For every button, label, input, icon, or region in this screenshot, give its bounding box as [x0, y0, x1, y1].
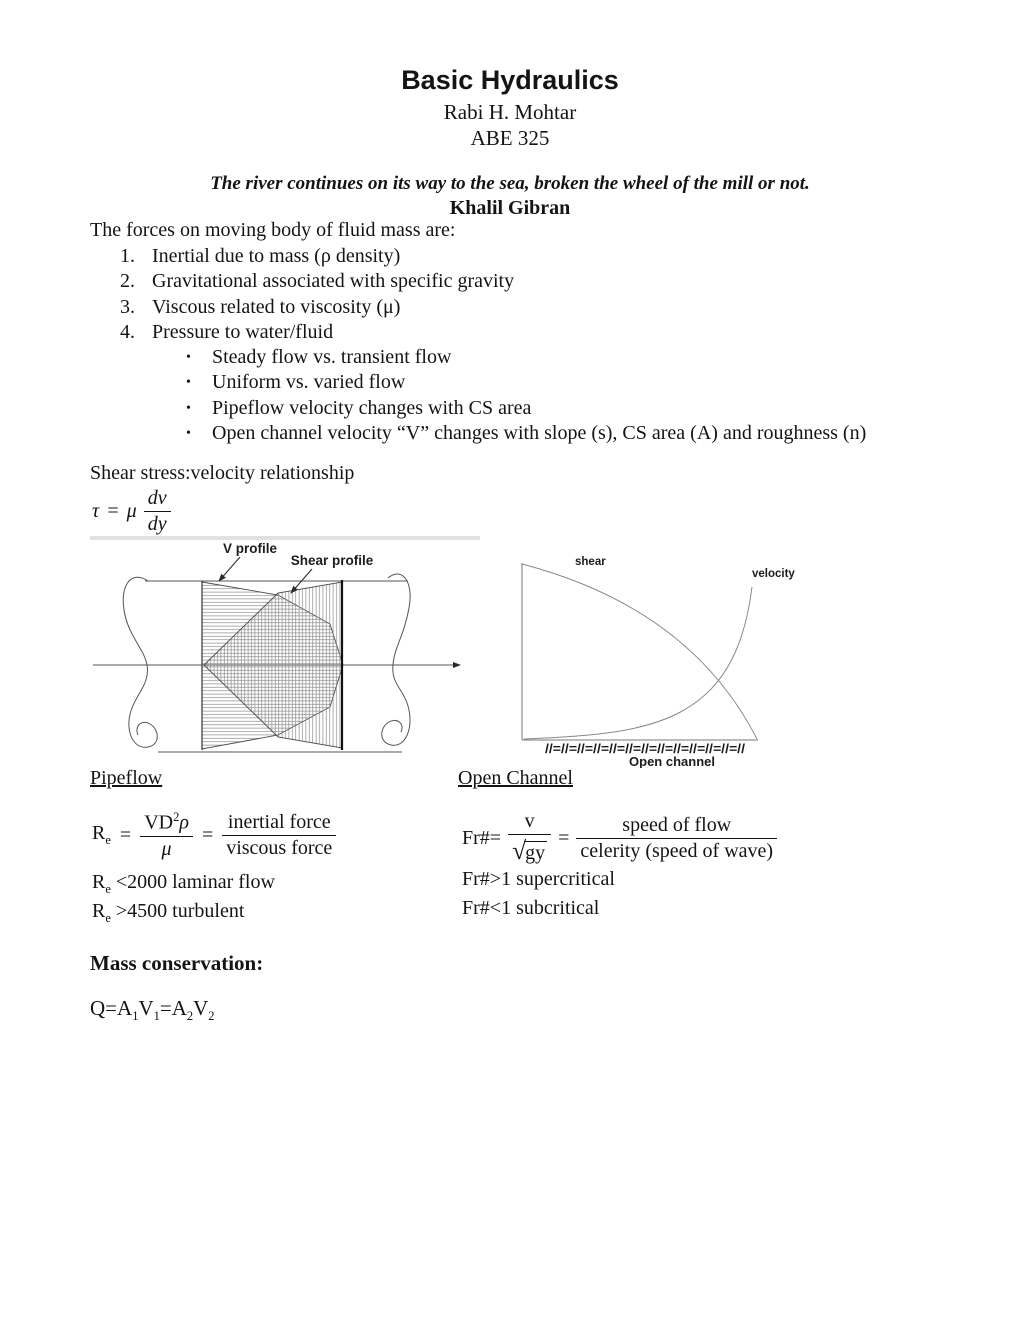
- symbol-base: R: [92, 900, 106, 922]
- bullet-glyph: •: [186, 425, 191, 441]
- equals-sign: =: [119, 823, 132, 846]
- list-item: [120, 269, 514, 294]
- item-text: Gravitational associated with specific gravity: [152, 270, 515, 293]
- shear-curve: [522, 564, 757, 739]
- velocity-curve-label: velocity: [752, 568, 795, 580]
- forces-numbered-list: [120, 244, 514, 345]
- symbol-base: R: [92, 871, 106, 893]
- bullet-text: Pipeflow velocity changes with CS area: [212, 396, 532, 419]
- pipeflow-diagram: [90, 536, 480, 766]
- pipeflow-caption: Pipeflow: [90, 767, 163, 789]
- bullet-text: Uniform vs. varied flow: [212, 371, 406, 394]
- froude-symbol: Fr#=: [462, 826, 502, 849]
- eq-subscript: 1: [153, 1009, 160, 1024]
- laminar-condition: [92, 871, 275, 897]
- reynolds-formula: [92, 810, 336, 861]
- v-profile-leader-arrow: [219, 557, 240, 581]
- fraction-numerator: speed of flow: [576, 814, 777, 839]
- froude-formula: [462, 810, 777, 866]
- speed-ratio-fraction: [576, 814, 777, 863]
- pipe-break-squiggle-right: [382, 574, 410, 745]
- eq-part: V: [138, 996, 154, 1020]
- turbulent-condition: [92, 900, 244, 926]
- rho-symbol: ρ: [179, 811, 189, 834]
- eq-subscript: 1: [132, 1009, 139, 1024]
- item-number: 3.: [120, 295, 135, 318]
- velocity-curve: [524, 587, 752, 739]
- author-line: Rabi H. Mohtar: [443, 100, 577, 124]
- square-root: [512, 836, 547, 865]
- list-item: [186, 421, 866, 446]
- fraction-denominator: dy: [147, 513, 167, 535]
- mass-conservation-heading: Mass conservation:: [90, 951, 264, 975]
- flow-bullet-list: [186, 345, 866, 446]
- symbol-subscript: e: [105, 911, 111, 925]
- list-item: [120, 320, 514, 345]
- equals-sign: =: [201, 823, 214, 846]
- reynolds-symbol: [92, 822, 111, 848]
- shear-curve-label: shear: [575, 556, 606, 568]
- mu-symbol: μ: [126, 500, 137, 522]
- continuity-equation: [90, 996, 215, 1024]
- bullet-glyph: •: [186, 375, 191, 391]
- fraction-numerator: dv: [144, 487, 171, 512]
- eq-part: V: [193, 996, 209, 1020]
- symbol-subscript: e: [105, 833, 111, 848]
- v-profile-label: V profile: [222, 541, 278, 556]
- figure-edge-artifact: [90, 536, 480, 540]
- subcritical-condition: Fr#<1 subcritical: [462, 897, 600, 919]
- equals-sign: =: [558, 826, 570, 849]
- open-channel-figure: [500, 540, 800, 768]
- item-text: Inertial due to mass (ρ density): [152, 245, 401, 267]
- radical-sign: √: [512, 836, 527, 865]
- fraction-numerator: [140, 810, 193, 837]
- froude-definition-fraction: [508, 810, 551, 866]
- radicand: gy: [525, 842, 546, 864]
- page-title: Basic Hydraulics: [401, 65, 619, 95]
- eq-part: Q=A: [90, 996, 133, 1020]
- open-channel-diagram: [500, 540, 800, 768]
- ground-hatch-pattern: //=//=//=//=//=//=//=//=//=//=//=//=//: [545, 742, 746, 756]
- item-number: 2.: [120, 270, 135, 293]
- shear-profile-label: Shear profile: [290, 553, 374, 568]
- open-channel-label: Open channel: [629, 754, 715, 768]
- symbol-base: R: [92, 822, 106, 845]
- shear-stress-formula: [92, 487, 171, 536]
- list-item: [186, 370, 866, 395]
- num-exponent: 2: [173, 810, 180, 824]
- equals-sign: =: [106, 500, 120, 522]
- item-number: 1.: [120, 245, 135, 267]
- forces-intro: The forces on moving body of fluid mass are:: [90, 219, 456, 241]
- symbol-subscript: e: [105, 882, 111, 896]
- item-text: Viscous related to viscosity (μ): [152, 295, 401, 318]
- epigraph-attribution: Khalil Gibran: [449, 197, 571, 219]
- condition-text: <2000 laminar flow: [110, 871, 275, 893]
- fraction-denominator: celerity (speed of wave): [580, 839, 774, 862]
- fraction-denominator: μ: [161, 837, 172, 860]
- bullet-glyph: •: [186, 400, 191, 416]
- fraction-numerator: v: [508, 810, 551, 835]
- pipe-break-squiggle-left: [123, 577, 157, 747]
- course-number: ABE 325: [470, 126, 550, 150]
- fraction-denominator: viscous force: [226, 836, 333, 859]
- bullet-text: Open channel velocity “V” changes with slope (s), CS area (A) and roughness (n): [212, 421, 867, 444]
- pipeflow-figure: [90, 536, 480, 766]
- force-ratio-fraction: [222, 811, 336, 860]
- condition-text: >4500 turbulent: [110, 900, 245, 922]
- tau-symbol: τ: [92, 500, 100, 522]
- fraction-numerator: inertial force: [222, 811, 336, 836]
- fraction-denominator: [508, 835, 551, 866]
- bullet-glyph: •: [186, 350, 191, 365]
- eq-subscript: 2: [186, 1009, 194, 1024]
- list-item: [120, 244, 514, 269]
- item-text: Pressure to water/fluid: [152, 320, 334, 343]
- list-item: [120, 295, 514, 320]
- bullet-text: Steady flow vs. transient flow: [212, 346, 452, 368]
- eq-part: =A: [159, 996, 187, 1020]
- open-channel-caption: Open Channel: [458, 767, 573, 789]
- eq-subscript: 2: [208, 1009, 215, 1024]
- list-item: [186, 345, 866, 370]
- reynolds-definition-fraction: [140, 810, 193, 861]
- epigraph-quote: The river continues on its way to the sea, broken the wheel of the mill or not.: [210, 173, 810, 194]
- supercritical-condition: Fr#>1 supercritical: [462, 868, 615, 890]
- item-number: 4.: [120, 320, 135, 343]
- num-base: VD: [144, 811, 174, 834]
- list-item: [186, 396, 866, 421]
- dv-dy-fraction: [144, 487, 171, 536]
- shear-section-heading: Shear stress:velocity relationship: [90, 462, 355, 484]
